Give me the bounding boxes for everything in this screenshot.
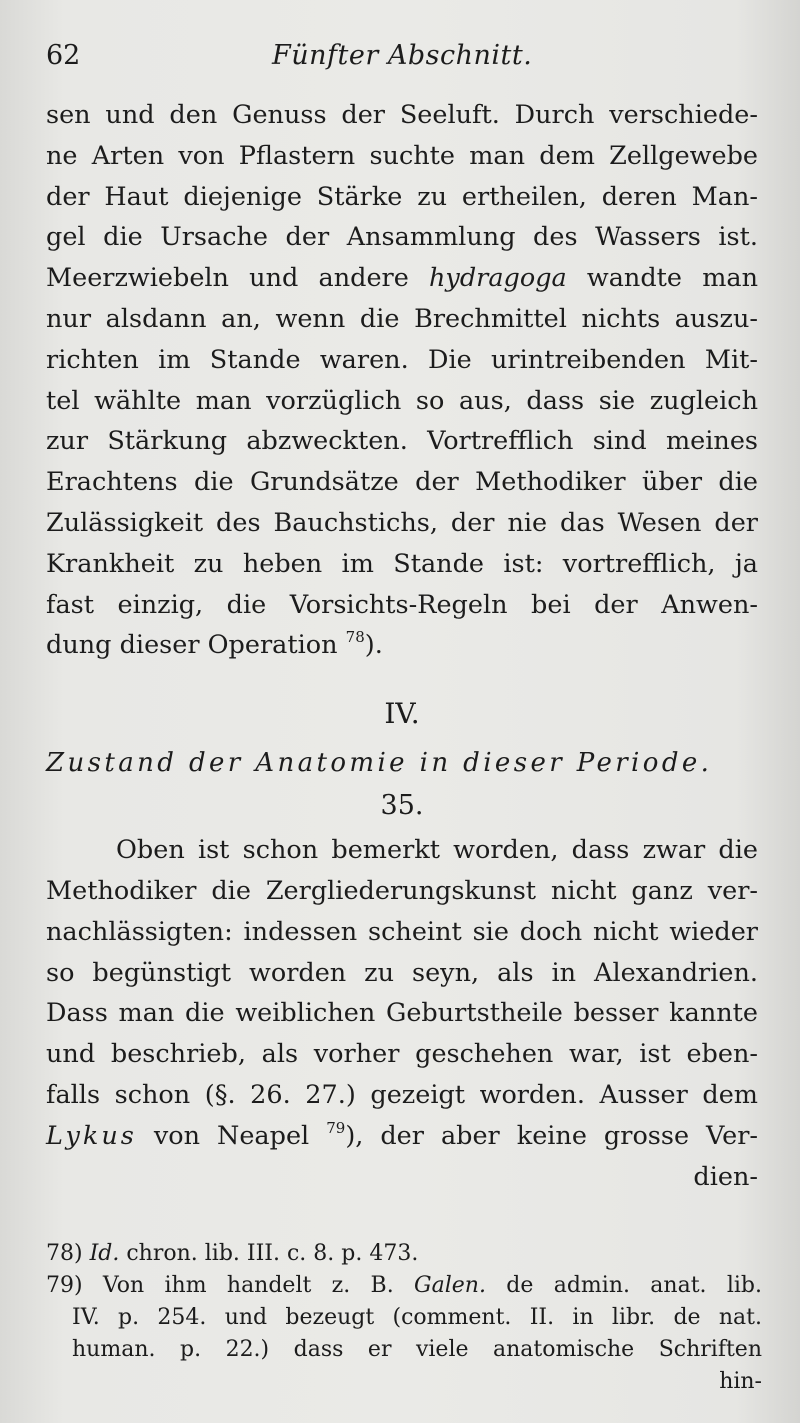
- section-numeral: IV.: [384, 697, 420, 731]
- footnote-text: de admin. anat. lib.: [506, 1273, 763, 1298]
- page-header: [46, 40, 740, 80]
- text-line: Krankheit zu heben im Stande ist: vortrefflich, ja: [46, 548, 758, 579]
- text-line: der Haut diejenige Stärke zu ertheilen, deren Man-: [46, 181, 758, 212]
- text-line: Dass man die weiblichen Geburtstheile besser kannte: [46, 998, 758, 1029]
- text-line: so begünstigt worden zu seyn, als in Alexandrien.: [46, 957, 758, 988]
- text-span: Meerzwiebeln und andere: [46, 263, 409, 294]
- text-line: zur Stärkung abzweckten. Vortrefflich sind meines: [46, 426, 758, 457]
- text-line: und beschrieb, als vorher geschehen war, ist eben-: [46, 1039, 758, 1070]
- text-line: falls schon (§. 26. 27.) gezeigt worden. Ausser dem: [46, 1079, 758, 1110]
- catchword: hin-: [719, 1369, 762, 1394]
- footnote-line: human. p. 22.) dass er viele anatomische Schriften: [72, 1337, 762, 1362]
- text-span: ).: [364, 630, 383, 661]
- text-span: wandte man: [586, 263, 758, 294]
- text-line: richten im Stande waren. Die urintreibenden Mit-: [46, 344, 758, 375]
- footnote-line: IV. p. 254. und bezeugt (comment. II. in libr. de nat.: [72, 1305, 762, 1330]
- catchword: dien-: [693, 1161, 758, 1192]
- text-line: Methodiker die Zergliederungskunst nicht ganz ver-: [46, 875, 758, 906]
- italic-abbrev: Id.: [89, 1241, 120, 1266]
- text-line: nachlässigten: indessen scheint sie doch nicht wieder: [46, 916, 758, 947]
- footnote-number: 79): [46, 1273, 83, 1298]
- italic-abbrev: Galen.: [414, 1273, 486, 1298]
- text-span: von Neapel: [153, 1120, 310, 1151]
- text-line: gel die Ursache der Ansammlung des Wassers ist.: [46, 222, 758, 253]
- footnotes: [46, 1238, 763, 1398]
- footnote-ref-78: 78: [345, 628, 365, 647]
- text-line: [46, 1116, 758, 1157]
- text-line: Oben ist schon bemerkt worden, dass zwar die: [116, 835, 758, 866]
- running-title: Fünfter Abschnitt.: [272, 40, 533, 71]
- footnote-79: [46, 1270, 762, 1302]
- text-line: ne Arten von Pflastern suchte man dem Zellgewebe: [46, 140, 758, 171]
- text-span: ), der aber keine grosse Ver-: [345, 1120, 759, 1151]
- text-line: tel wählte man vorzüglich so aus, dass sie zugleich: [46, 385, 758, 416]
- italic-term: hydragoga: [428, 263, 567, 294]
- text-line: Erachtens die Grundsätze der Methodiker über die: [46, 467, 758, 498]
- footnote-number: 78): [46, 1241, 83, 1266]
- page-number: 62: [46, 40, 81, 71]
- footnote-78: [46, 1238, 762, 1270]
- section-title: Zustand der Anatomie in dieser Periode.: [46, 748, 713, 779]
- italic-name: Lykus: [46, 1120, 137, 1151]
- text-line: fast einzig, die Vorsichts-Regeln bei der Anwen-: [46, 589, 758, 620]
- text-span: dung dieser Operation: [46, 630, 338, 661]
- text-line: sen und den Genuss der Seeluft. Durch verschiede-: [46, 100, 758, 130]
- text-line: nur alsdann an, wenn die Brechmittel nichts auszu-: [46, 303, 758, 334]
- text-line: [46, 625, 758, 666]
- text-line: Zulässigkeit des Bauchstichs, der nie das Wesen der: [46, 507, 758, 538]
- text-line: [46, 258, 758, 299]
- main-text: [46, 95, 758, 1197]
- footnote-ref-79: 79: [326, 1118, 346, 1137]
- footnote-text: chron. lib. III. c. 8. p. 473.: [126, 1241, 419, 1266]
- paragraph-number: 35.: [380, 790, 424, 822]
- footnote-text: Von ihm handelt z. B.: [102, 1273, 394, 1298]
